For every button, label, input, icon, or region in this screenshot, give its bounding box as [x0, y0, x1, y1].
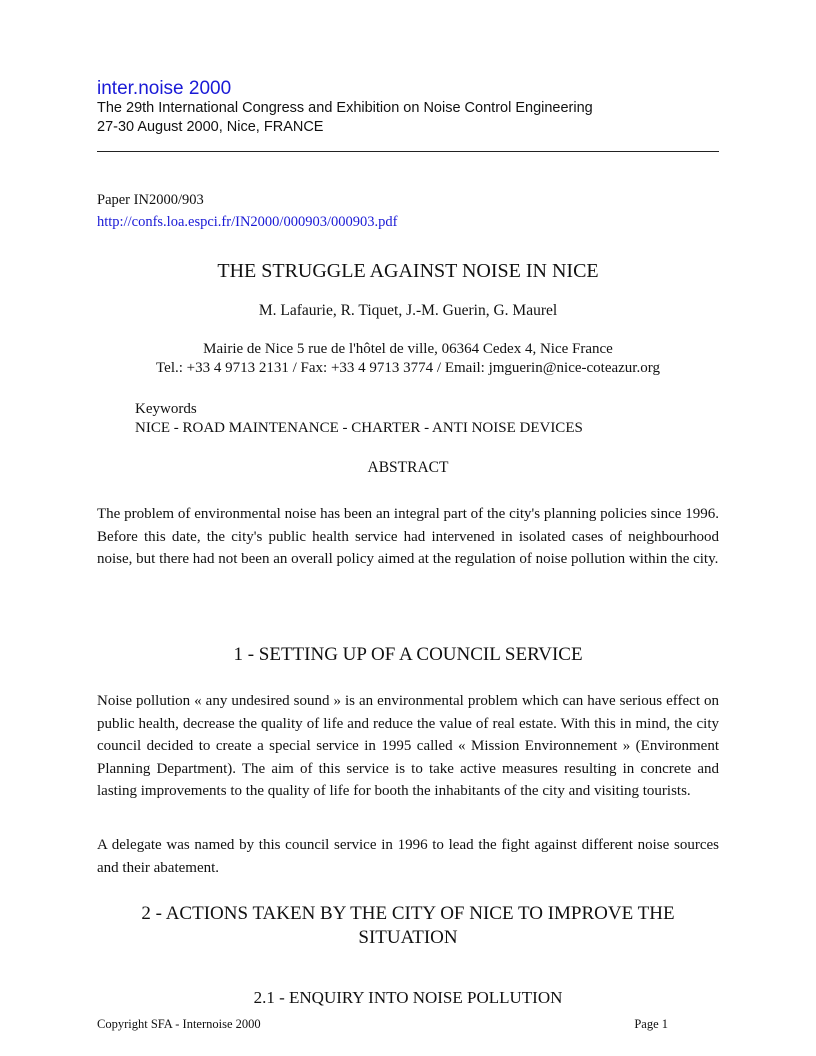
footer-page-number: Page 1	[634, 1017, 668, 1031]
footer-copyright: Copyright SFA - Internoise 2000	[97, 1017, 261, 1031]
section-1-paragraph-2: A delegate was named by this council service in 1996 to lead the fight against different noise sources and their abatement.	[97, 837, 719, 876]
keywords-text: NICE - ROAD MAINTENANCE - CHARTER - ANTI NOISE DEVICES	[135, 420, 583, 436]
paper-authors: M. Lafaurie, R. Tiquet, J.-M. Guerin, G. Maurel	[258, 302, 558, 319]
abstract-text: The problem of environmental noise has been an integral part of the city's planning policies since 1996. Before this date, the city's public health service had intervened in isolated cases of neighbourhood noise, but there had not been an overall policy aimed at the regulation of noise pollution within the city.	[97, 506, 719, 567]
affiliation	[97, 340, 719, 378]
section-1-paragraph-1: Noise pollution « any undesired sound » is an environmental problem which can have serious effect on public health, decrease the quality of life and reduce the value of real estate. With this in mind, the city council decided to create a special service in 1995 called « Mission Environnement » (Environment Planning Department). The aim of this service is to take active measures resulting in concrete and lasting improvements to the quality of life for booth the inhabitants of the city and visiting tourists.	[97, 693, 719, 799]
section-2-1-heading: 2.1 - ENQUIRY INTO NOISE POLLUTION	[253, 988, 563, 1007]
section-2-heading: 2 - ACTIONS TAKEN BY THE CITY OF NICE TO IMPROVE THE SITUATION	[141, 903, 675, 948]
header-divider	[97, 151, 719, 152]
paper-title: THE STRUGGLE AGAINST NOISE IN NICE	[217, 260, 599, 282]
conference-dates: 27-30 August 2000, Nice, FRANCE	[97, 119, 324, 135]
conference-subtitle: The 29th International Congress and Exhibition on Noise Control Engineering	[97, 100, 593, 116]
conference-name: inter.noise 2000	[97, 78, 232, 99]
paper-id: Paper IN2000/903	[97, 192, 204, 208]
keywords-label: Keywords	[135, 401, 197, 417]
paper-url-link[interactable]: http://confs.loa.espci.fr/IN2000/000903/000903.pdf	[97, 214, 398, 230]
abstract-heading: ABSTRACT	[367, 459, 449, 476]
affiliation-contact: Tel.: +33 4 9713 2131 / Fax: +33 4 9713 3774 / Email: jmguerin@nice-coteazur.org	[156, 360, 660, 376]
affiliation-address: Mairie de Nice 5 rue de l'hôtel de ville, 06364 Cedex 4, Nice France	[203, 341, 613, 357]
section-1-heading: 1 - SETTING UP OF A COUNCIL SERVICE	[233, 644, 583, 665]
